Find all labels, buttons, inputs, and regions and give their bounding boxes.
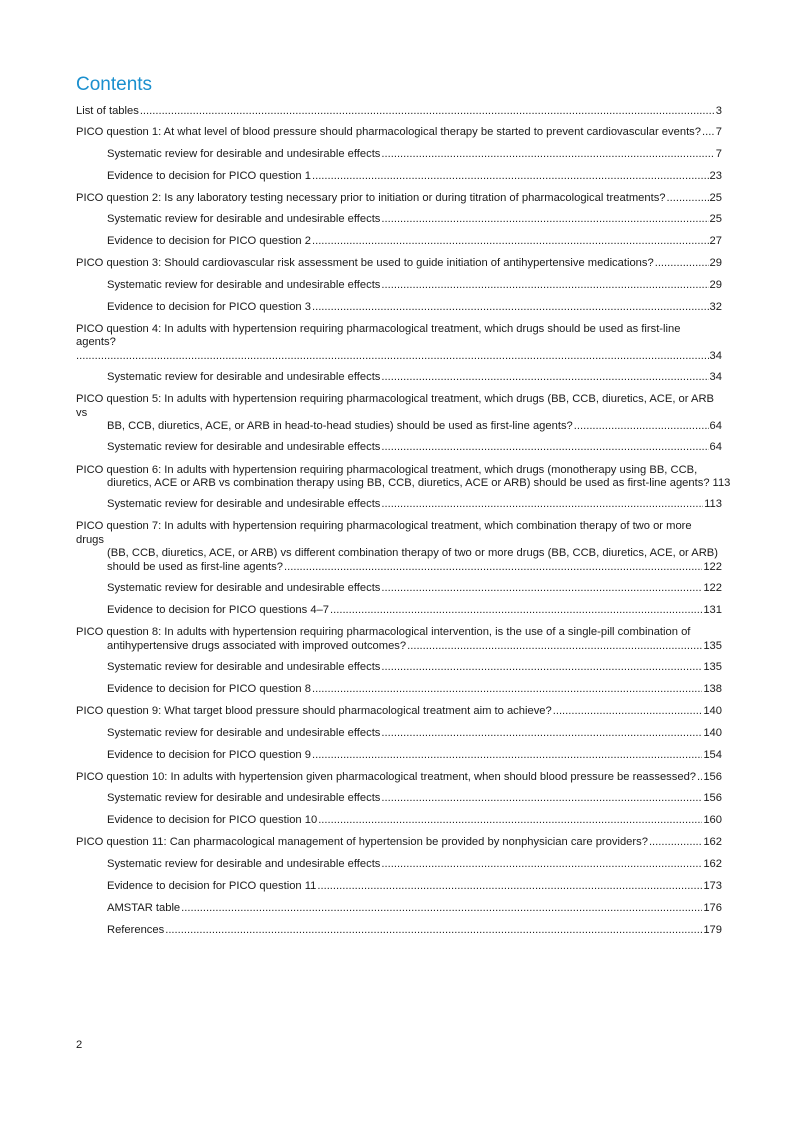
toc-page-number: 113: [704, 498, 722, 511]
dot-leader: [330, 604, 702, 618]
toc-page-number: 160: [703, 814, 722, 827]
dot-leader: [697, 771, 702, 785]
dot-leader: [381, 213, 708, 227]
toc-entry-title: Systematic review for desirable and undesirable effects: [107, 147, 381, 160]
toc-page-number: 7: [715, 147, 722, 160]
toc-entry-title: Evidence to decision for PICO question 1: [107, 169, 311, 182]
toc-page-number: 25: [709, 213, 722, 226]
contents-heading: Contents: [76, 74, 153, 95]
toc-entry-pico-1-evidence[interactable]: [107, 170, 722, 184]
toc-entry-pico-9-evidence[interactable]: [107, 749, 722, 763]
toc-page-number: 140: [703, 705, 722, 718]
toc-entry-pico-9[interactable]: [76, 705, 722, 719]
toc-page-number: 7: [715, 126, 722, 139]
dot-leader: [381, 858, 702, 872]
table-of-contents: [76, 74, 731, 937]
toc-entry-title-line: PICO question 7: In adults with hypertension requiring pharmacological treatment, which combination therapy of two or more drugs: [76, 520, 692, 546]
toc-page-number: 23: [709, 169, 722, 182]
dot-leader: [667, 192, 709, 206]
toc-page-number: 64: [709, 420, 722, 433]
toc-entry-title: Evidence to decision for PICO question 8: [107, 683, 311, 696]
toc-entry-title: AMSTAR table: [107, 901, 181, 914]
toc-page-number: 140: [703, 726, 722, 739]
toc-entry-pico-1[interactable]: [76, 126, 722, 140]
toc-entry-title: Systematic review for desirable and undesirable effects: [107, 726, 381, 739]
toc-entry-title: BB, CCB, diuretics, ACE, or ARB in head-to-head studies) should be used as first-line agents?: [107, 420, 573, 433]
toc-entry-title: PICO question 3: Should cardiovascular risk assessment be used to guide initiation of antihypertensive medications?: [76, 257, 654, 270]
toc-page-number: 3: [715, 105, 722, 117]
dot-leader: [140, 105, 715, 119]
toc-entry-amstar-table[interactable]: [107, 902, 722, 916]
toc-entry-title-line: PICO question 6: In adults with hypertension requiring pharmacological treatment, which drugs (monotherapy using BB, CCB,: [76, 463, 698, 476]
toc-page-number: 113: [712, 477, 731, 490]
dot-leader: [181, 902, 702, 916]
toc-page-number: 34: [709, 371, 722, 384]
dot-leader: [649, 836, 702, 850]
toc-page-number: 162: [703, 857, 722, 870]
toc-entry-title: PICO question 11: Can pharmacological management of hypertension be provided by nonphysician care providers?: [76, 836, 648, 849]
dot-leader: [312, 749, 702, 763]
toc-entry-title: Systematic review for desirable and undesirable effects: [107, 213, 381, 226]
dot-leader: [553, 705, 703, 719]
toc-entry-title: Evidence to decision for PICO question 10: [107, 814, 318, 827]
toc-page-number: 179: [703, 923, 722, 936]
dot-leader: [381, 582, 702, 596]
toc-page-number: 122: [703, 560, 722, 573]
toc-entry-continuation: [76, 420, 722, 434]
toc-entry-title: Evidence to decision for PICO question 11: [107, 879, 317, 892]
toc-entry-continuation: [76, 477, 731, 491]
dot-leader: [407, 640, 702, 654]
toc-page-number: 122: [703, 582, 722, 595]
toc-entry-title-line: PICO question 5: In adults with hypertension requiring pharmacological treatment, which drugs (BB, CCB, diuretics, ACE, or ARB vs: [76, 393, 714, 419]
toc-entry-title: Evidence to decision for PICO questions 4–7: [107, 604, 330, 617]
toc-entry-continuation: [76, 640, 722, 654]
dot-leader: [702, 126, 715, 140]
toc-page-number: 25: [709, 191, 722, 204]
toc-entry-pico-11-evidence[interactable]: [107, 880, 722, 894]
dot-leader: [381, 792, 702, 806]
toc-entry-title: Systematic review for desirable and undesirable effects: [107, 498, 381, 511]
toc-entry-title: Systematic review for desirable and undesirable effects: [107, 857, 381, 870]
toc-entry-title: Systematic review for desirable and undesirable effects: [107, 441, 381, 454]
toc-entry-title: should be used as first-line agents?: [107, 560, 284, 573]
toc-page-number: 156: [703, 770, 722, 783]
toc-page-number: 27: [709, 235, 722, 248]
toc-page-number: 29: [709, 278, 722, 291]
toc-entry-title: PICO question 1: At what level of blood pressure should pharmacological therapy be started to prevent cardiovascular events?: [76, 126, 701, 139]
toc-page-number: 176: [703, 901, 722, 914]
toc-entry-pico-7[interactable]: [76, 520, 722, 574]
dot-leader: [318, 814, 702, 828]
toc-entry-title: PICO question 2: Is any laboratory testing necessary prior to initiation or during titration of pharmacological treatments?: [76, 191, 666, 204]
toc-entry-title: Systematic review for desirable and undesirable effects: [107, 792, 381, 805]
toc-entry-pico-9-review[interactable]: [107, 727, 722, 741]
toc-entry-title: Systematic review for desirable and undesirable effects: [107, 661, 381, 674]
toc-page-number: 29: [709, 257, 722, 270]
dot-leader: [381, 441, 708, 455]
toc-entry-pico-3-review[interactable]: [107, 279, 722, 293]
toc-entry-pico-11[interactable]: [76, 836, 722, 850]
toc-entry-pico-8-evidence[interactable]: [107, 683, 722, 697]
dot-leader: [574, 420, 709, 434]
toc-entry-pico-5[interactable]: [76, 393, 722, 434]
dot-leader: [381, 727, 702, 741]
toc-entry-pico-4-review[interactable]: [107, 371, 722, 385]
toc-entry-title: Evidence to decision for PICO question 2: [107, 235, 311, 248]
dot-leader: [381, 498, 703, 512]
toc-entry-title: List of tables: [76, 105, 139, 117]
toc-entry-pico-5-review[interactable]: [107, 441, 722, 455]
toc-entry-pico-6-review[interactable]: [107, 498, 722, 512]
toc-page-number: 154: [703, 748, 722, 761]
toc-entry-continuation: [76, 350, 722, 364]
toc-entry-title: Systematic review for desirable and undesirable effects: [107, 278, 381, 291]
toc-page-number: 131: [703, 604, 722, 617]
page-number: 2: [76, 1039, 83, 1051]
toc-entry-pico-10-review[interactable]: [107, 792, 722, 806]
toc-page-number: 135: [703, 639, 722, 652]
dot-leader: [312, 170, 709, 184]
dot-leader: [317, 880, 702, 894]
toc-entry-references[interactable]: [107, 924, 722, 938]
toc-page-number: 156: [703, 792, 722, 805]
dot-leader: [312, 301, 709, 315]
toc-entry-title-line: PICO question 4: In adults with hypertension requiring pharmacological treatment, which drugs should be used as first-line agents?: [76, 322, 681, 349]
dot-leader: [165, 924, 702, 938]
toc-page-number: 162: [703, 836, 722, 849]
toc-entry-title: Evidence to decision for PICO question 9: [107, 748, 311, 761]
dot-leader: [381, 148, 714, 162]
toc-page-number: 32: [709, 300, 722, 313]
toc-entry-list-of-tables[interactable]: [76, 105, 722, 119]
dot-leader: [312, 683, 702, 697]
toc-page-number: 138: [703, 683, 722, 696]
dot-leader: [381, 279, 708, 293]
toc-entry-pico-8-review[interactable]: [107, 661, 722, 675]
toc-entry-continuation: [76, 561, 722, 575]
toc-entry-pico-2[interactable]: [76, 192, 722, 206]
toc-entry-title: References: [107, 923, 165, 936]
toc-entry-title: Systematic review for desirable and undesirable effects: [107, 371, 381, 384]
dot-leader: [284, 561, 702, 575]
toc-page-number: 64: [709, 441, 722, 454]
dot-leader: [655, 257, 709, 271]
toc-entry-title: Evidence to decision for PICO question 3: [107, 300, 311, 313]
toc-entry-pico-3[interactable]: [76, 257, 722, 271]
toc-entry-pico-2-evidence[interactable]: [107, 235, 722, 249]
toc-entry-pico-8[interactable]: [76, 626, 722, 653]
toc-entry-pico-11-review[interactable]: [107, 858, 722, 872]
toc-entry-title: Systematic review for desirable and undesirable effects: [107, 582, 381, 595]
toc-entry-pico-1-review[interactable]: [107, 148, 722, 162]
dot-leader: [381, 371, 708, 385]
toc-entry-title: PICO question 9: What target blood pressure should pharmacological treatment aim to achieve?: [76, 705, 552, 718]
toc-page-number: 135: [703, 661, 722, 674]
dot-leader: [76, 350, 709, 364]
toc-entry-pico-4[interactable]: [76, 323, 722, 364]
toc-entry-pico-6[interactable]: [76, 463, 731, 491]
toc-page-number: 173: [703, 879, 722, 892]
toc-entry-title: diuretics, ACE or ARB vs combination therapy using BB, CCB, diuretics, ACE or ARB) should be used as first-line agents?: [107, 477, 710, 490]
toc-entry-title-line: PICO question 8: In adults with hypertension requiring pharmacological intervention, is the use of a single-pill combination of: [76, 626, 691, 639]
toc-entry-title: antihypertensive drugs associated with improved outcomes?: [107, 639, 407, 652]
toc-entry-pico-4-7-evidence[interactable]: [107, 604, 722, 618]
dot-leader: [312, 235, 709, 249]
toc-entry-pico-10-evidence[interactable]: [107, 814, 722, 828]
toc-entry-pico-10[interactable]: [76, 771, 722, 785]
toc-entry-title-line: (BB, CCB, diuretics, ACE, or ARB) vs different combination therapy of two or more drugs (BB, CCB, diuretics, ACE, or ARB): [107, 547, 718, 560]
toc-entry-pico-2-review[interactable]: [107, 213, 722, 227]
toc-entry-pico-7-review[interactable]: [107, 582, 722, 596]
toc-entry-pico-3-evidence[interactable]: [107, 301, 722, 315]
toc-page-number: 34: [709, 349, 722, 362]
dot-leader: [381, 661, 702, 675]
toc-entry-title: PICO question 10: In adults with hypertension given pharmacological treatment, when should blood pressure be reassessed?: [76, 770, 697, 783]
